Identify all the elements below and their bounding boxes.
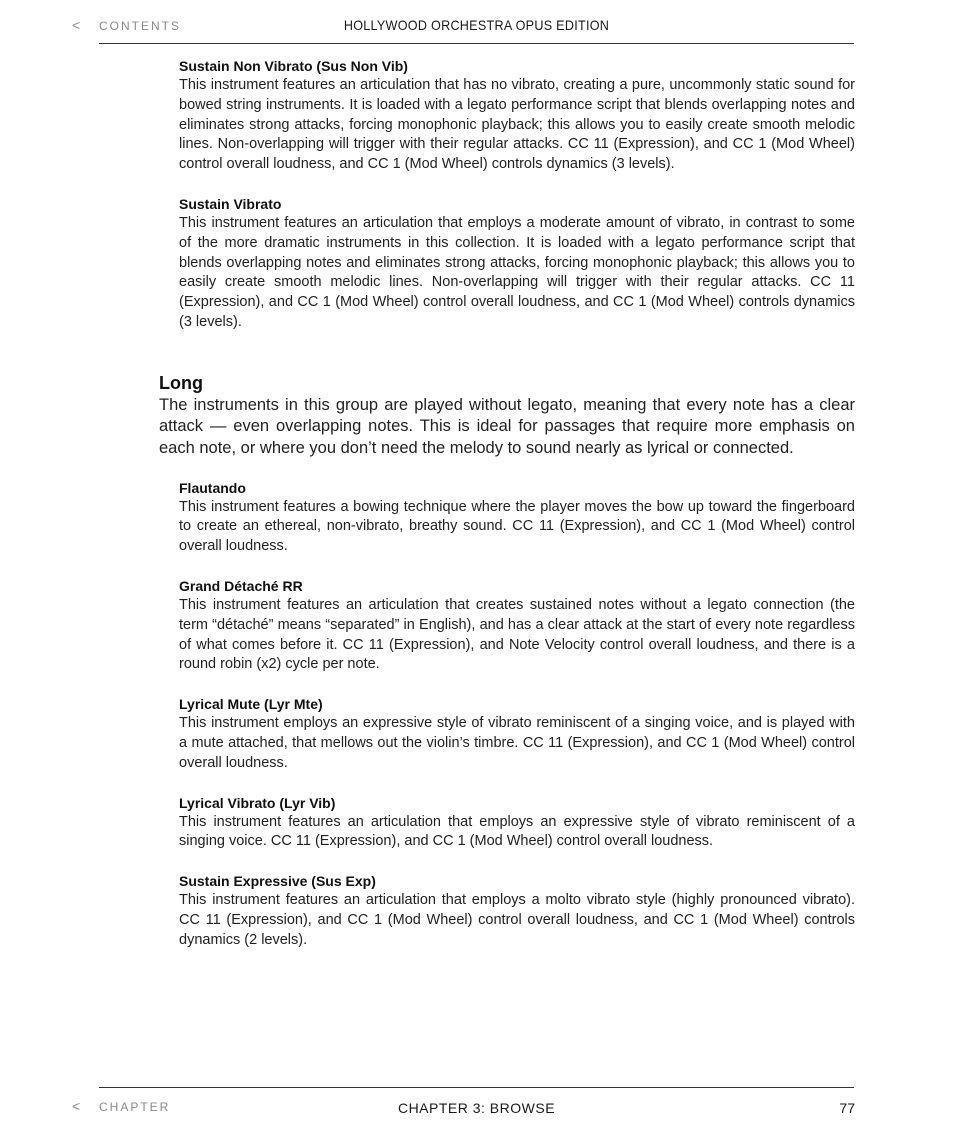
document-title: HOLLYWOOD ORCHESTRA OPUS EDITION (343, 17, 610, 33)
entry-title: Grand Détaché RR (179, 577, 303, 594)
entry-body: This instrument features an articulation that creates sustained notes without a legato connection (the term “détaché” means “separated” in English), and has a clear attack at the start of every note regardless of what comes before it. CC 11 (Expression), and Note Velocity control overall loudness, and there is a round robin (x2) cycle per note. (179, 596, 855, 673)
entry-body: This instrument features an articulation that employs a moderate amount of vibrato, in contrast to some of the more dramatic instruments in this collection. It is loaded with a legato performance script that blends overlapping notes and eliminates strong attacks, forcing monophonic playback; this allows you to easily create smooth melodic lines. Non-overlapping will trigger with their regular attacks. CC 11 (Expression), and CC 1 (Mod Wheel) control overall loudness, and CC 1 (Mod Wheel) controls dynamics (3 levels). (179, 214, 855, 330)
articulation-entry (179, 56, 855, 175)
page-header (0, 0, 954, 44)
page-number: 77 (839, 1100, 855, 1116)
entry-body: This instrument features a bowing technique where the player moves the bow up toward the fingerboard to create an ethereal, non-vibrato, breathy sound. CC 11 (Expression), and CC 1 (Mod Wheel) control overall loudness. (179, 498, 855, 555)
section-title: Long (159, 372, 203, 393)
entry-title: Lyrical Vibrato (Lyr Vib) (179, 794, 336, 811)
articulation-entry (179, 793, 855, 853)
footer-divider (99, 1087, 854, 1088)
articulation-entry (179, 871, 855, 950)
header-divider (99, 43, 854, 44)
chevron-left-icon: < (72, 17, 81, 33)
page-content (0, 56, 954, 970)
section-long (159, 371, 855, 460)
entry-body: This instrument features an articulation that employs a molto vibrato style (highly pronounced vibrato). CC 11 (Expression), and CC 1 (Mod Wheel) control overall loudness, and CC 1 (Mod Wheel) controls dynamics (2 levels). (179, 892, 855, 948)
entry-title: Flautando (179, 479, 246, 496)
chevron-left-icon: < (72, 1098, 81, 1114)
entry-title: Sustain Expressive (Sus Exp) (179, 873, 376, 890)
contents-label: CONTENTS (99, 19, 181, 33)
articulation-entry (179, 576, 855, 675)
entry-body: This instrument features an articulation that has no vibrato, creating a pure, uncommonly static sound for bowed string instruments. It is loaded with a legato performance script that blends overlapping notes and eliminates strong attacks, forcing monophonic playback; this allows you to easily create smooth melodic lines. Non-overlapping will trigger with their regular attacks. CC 11 (Expression), and CC 1 (Mod Wheel) control overall loudness, and CC 1 (Mod Wheel) controls dynamics (3 levels). (179, 77, 855, 173)
entry-title: Lyrical Mute (Lyr Mte) (179, 696, 323, 713)
articulation-entry (179, 694, 855, 773)
articulation-entry (179, 478, 855, 557)
articulation-entry (179, 194, 855, 333)
entry-body: This instrument employs an expressive style of vibrato reminiscent of a singing voice, and is played with a mute attached, that mellows out the violin’s timbre. CC 11 (Expression), and CC 1 (Mod Wheel) control overall loudness. (179, 715, 855, 771)
entry-title: Sustain Vibrato (179, 195, 282, 212)
entry-body: This instrument features an articulation that employs an expressive style of vibrato reminiscent of a singing voice. CC 11 (Expression), and CC 1 (Mod Wheel) control overall loudness. (179, 813, 855, 850)
chapter-label: CHAPTER (99, 1100, 171, 1114)
section-body: The instruments in this group are played without legato, meaning that every note has a clear attack — even overlapping notes. This is ideal for passages that require more emphasis on each note, or where you don’t need the melody to sound nearly as lyrical or connected. (159, 395, 855, 457)
entry-title: Sustain Non Vibrato (Sus Non Vib) (179, 58, 408, 74)
chapter-title: CHAPTER 3: BROWSE (397, 1100, 556, 1116)
